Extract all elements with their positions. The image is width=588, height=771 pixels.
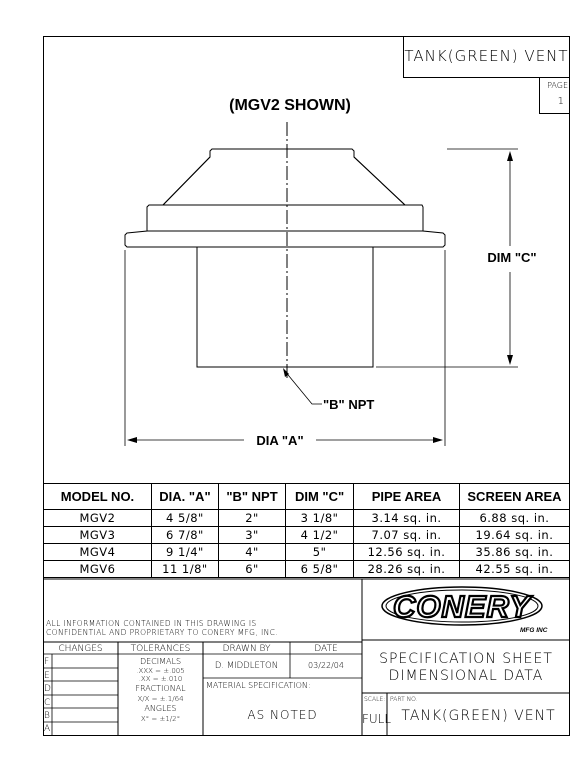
header-b-npt: "B" NPT	[218, 484, 285, 510]
tolerances-header: TOLERANCES	[130, 644, 191, 654]
conery-logo	[370, 584, 566, 636]
cell-dim-c: 6 5/8"	[286, 561, 354, 578]
drawer-name: D. MIDDLETON	[214, 661, 279, 671]
dim-c-label: DIM "C"	[480, 250, 544, 265]
scale-value: FULL	[362, 712, 392, 726]
change-letter: E	[44, 671, 50, 681]
sheet-title: TANK(GREEN) VENT	[404, 47, 569, 65]
header-dia-a: DIA. "A"	[151, 484, 218, 510]
cell-model: MGV4	[44, 544, 152, 561]
cell-pipe-area: 3.14 sq. in.	[354, 510, 460, 527]
drawn-by-header: DRAWN BY	[222, 644, 271, 654]
confidential-line-1: ALL INFORMATION CONTAINED IN THIS DRAWING IS	[46, 619, 257, 628]
cell-pipe-area: 12.56 sq. in.	[354, 544, 460, 561]
cell-screen-area: 6.88 sq. in.	[459, 510, 569, 527]
material-label: MATERIAL SPECIFICATION:	[206, 681, 311, 690]
tolerance-xxx: .XXX = ±.005	[136, 667, 185, 675]
cell-b-npt: 3"	[218, 527, 285, 544]
cell-dim-c: 5"	[286, 544, 354, 561]
cell-b-npt: 4"	[218, 544, 285, 561]
cell-dia-a: 11 1/8"	[151, 561, 218, 578]
cell-dim-c: 4 1/2"	[286, 527, 354, 544]
change-letter: A	[44, 724, 51, 734]
scale-label: SCALE:	[364, 696, 386, 703]
cell-model: MGV3	[44, 527, 152, 544]
part-number: TANK(GREEN) VENT	[401, 708, 556, 724]
tolerance-decimals: DECIMALS	[139, 657, 182, 666]
cell-model: MGV2	[44, 510, 152, 527]
cell-b-npt: 2"	[218, 510, 285, 527]
logo-subtext: MFG INC	[520, 627, 548, 634]
change-letter: B	[44, 711, 50, 721]
header-pipe-area: PIPE AREA	[354, 484, 460, 510]
dia-a-label: DIA "A"	[256, 433, 304, 448]
header-model: MODEL NO.	[44, 484, 152, 510]
tolerance-fraction-value: X/X = ±.1/64	[137, 695, 184, 703]
page-number: 1	[557, 96, 564, 107]
header-screen-area: SCREEN AREA	[459, 484, 569, 510]
drawing-caption: (MGV2 SHOWN)	[229, 97, 351, 114]
drawn-date: 03/22/04	[308, 661, 344, 670]
header-dim-c: DIM "C"	[286, 484, 354, 510]
cell-pipe-area: 7.07 sq. in.	[354, 527, 460, 544]
tolerance-fractional: FRACTIONAL	[135, 684, 186, 693]
part-label: PART NO.	[390, 696, 418, 703]
cell-screen-area: 42.55 sq. in.	[459, 561, 569, 578]
cell-dia-a: 9 1/4"	[151, 544, 218, 561]
b-npt-label: "B" NPT	[323, 397, 375, 412]
spec-sheet-subtitle: DIMENSIONAL DATA	[388, 668, 544, 684]
tolerance-angles: ANGLES	[144, 704, 177, 713]
material-value: AS NOTED	[247, 708, 318, 722]
cell-pipe-area: 28.26 sq. in.	[354, 561, 460, 578]
change-letter: D	[44, 684, 51, 694]
cell-dia-a: 4 5/8"	[151, 510, 218, 527]
page-label: PAGE	[547, 81, 568, 90]
tolerance-angle-value: X° = ±1/2°	[140, 715, 181, 723]
cell-screen-area: 35.86 sq. in.	[459, 544, 569, 561]
cell-model: MGV6	[44, 561, 152, 578]
cell-dim-c: 3 1/8"	[286, 510, 354, 527]
changes-header: CHANGES	[58, 644, 103, 654]
spec-sheet-title: SPECIFICATION SHEET	[379, 651, 553, 667]
cell-screen-area: 19.64 sq. in.	[459, 527, 569, 544]
cell-b-npt: 6"	[218, 561, 285, 578]
cell-dia-a: 6 7/8"	[151, 527, 218, 544]
logo-text: CONERY	[392, 589, 532, 624]
tolerance-xx: .XX = ±.010	[138, 675, 183, 683]
confidential-line-2: CONFIDENTIAL AND PROPRIETARY TO CONERY MFG, INC.	[46, 628, 278, 637]
date-header: DATE	[314, 644, 338, 654]
change-letter: F	[44, 657, 50, 667]
change-letter: C	[44, 698, 51, 708]
